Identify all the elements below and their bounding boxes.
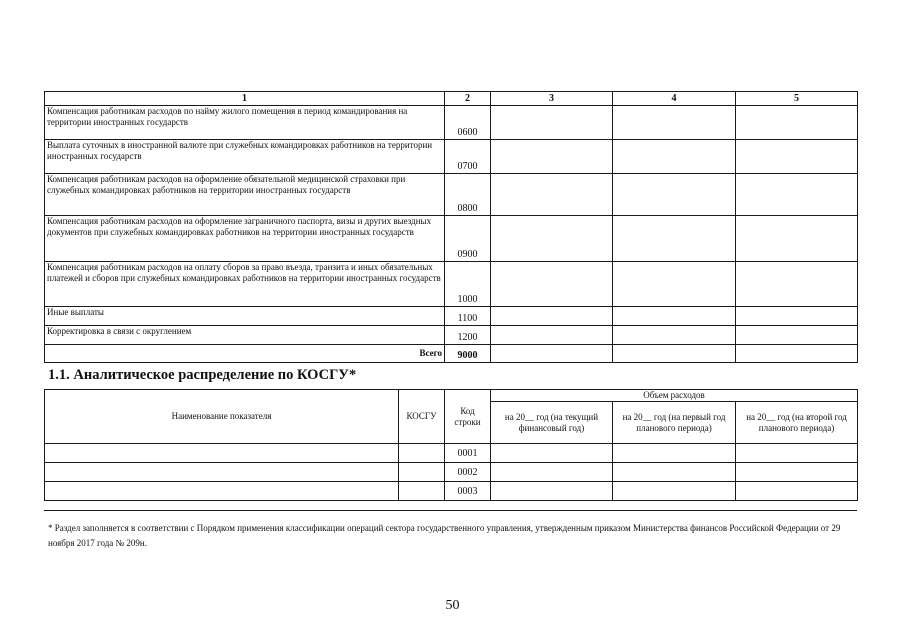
value-cell[interactable]: [736, 262, 858, 307]
value-cell[interactable]: [613, 307, 736, 326]
value-cell[interactable]: [736, 216, 858, 262]
table-row: [45, 463, 858, 482]
column-number: 2: [445, 92, 491, 106]
row-code: 0800: [445, 174, 491, 216]
row-name: Иные выплаты: [45, 307, 445, 326]
value-cell[interactable]: [613, 216, 736, 262]
row-code: 0600: [445, 106, 491, 140]
line-code: 0003: [445, 482, 491, 501]
value-cell[interactable]: [736, 482, 858, 501]
column-number: 5: [736, 92, 858, 106]
period-header-current: на 20__ год (на текущий финансовый год): [491, 402, 613, 444]
value-cell[interactable]: [491, 463, 613, 482]
value-cell[interactable]: [613, 106, 736, 140]
value-cell[interactable]: [491, 106, 613, 140]
row-code: 0700: [445, 140, 491, 174]
value-cell[interactable]: [613, 345, 736, 363]
row-name: Компенсация работникам расходов на оформление обязательной медицинской страховки при служебных командировках работников на территории иностранных государств: [45, 174, 445, 216]
row-name: Компенсация работникам расходов на оформление заграничного паспорта, визы и других выездных документов при служебных командировках работников на территории иностранных государств: [45, 216, 445, 262]
value-cell[interactable]: [613, 326, 736, 345]
value-cell[interactable]: [613, 140, 736, 174]
row-name: Выплата суточных в иностранной валюте при служебных командировках работников на территории иностранных государств: [45, 140, 445, 174]
indicator-name-cell[interactable]: [45, 482, 399, 501]
column-number-row: [45, 92, 858, 106]
indicator-name-header: Наименование показателя: [45, 390, 399, 444]
value-cell[interactable]: [491, 216, 613, 262]
value-cell[interactable]: [613, 482, 736, 501]
table-row: [45, 482, 858, 501]
value-cell[interactable]: [491, 140, 613, 174]
row-code: 1000: [445, 262, 491, 307]
column-number: 4: [613, 92, 736, 106]
value-cell[interactable]: [736, 174, 858, 216]
section-title: 1.1. Аналитическое распределение по КОСГУ*: [48, 367, 357, 383]
value-cell[interactable]: [613, 463, 736, 482]
value-cell[interactable]: [491, 174, 613, 216]
total-code: 9000: [445, 345, 491, 363]
expenses-table: [44, 91, 858, 363]
value-cell[interactable]: [736, 307, 858, 326]
table-row: [45, 307, 858, 326]
total-row: [45, 345, 858, 363]
line-code: 0001: [445, 444, 491, 463]
row-code: 1200: [445, 326, 491, 345]
period-header-first: на 20__ год (на первый год планового периода): [613, 402, 736, 444]
table-row: [45, 216, 858, 262]
kosgu-cell[interactable]: [399, 444, 445, 463]
kosgu-header: КОСГУ: [399, 390, 445, 444]
page-number: 50: [445, 598, 460, 613]
line-code-header: Код строки: [445, 390, 491, 444]
value-cell[interactable]: [491, 307, 613, 326]
line-code: 0002: [445, 463, 491, 482]
table-row: [45, 140, 858, 174]
footnote-divider: [44, 510, 857, 511]
value-cell[interactable]: [613, 444, 736, 463]
value-cell[interactable]: [736, 463, 858, 482]
column-number: 1: [45, 92, 445, 106]
value-cell[interactable]: [491, 326, 613, 345]
indicator-name-cell[interactable]: [45, 463, 399, 482]
total-label: Всего: [45, 345, 445, 363]
table-row: [45, 444, 858, 463]
value-cell[interactable]: [613, 174, 736, 216]
table-row: [45, 262, 858, 307]
value-cell[interactable]: [736, 345, 858, 363]
value-cell[interactable]: [491, 345, 613, 363]
header-row: [45, 390, 858, 402]
row-name: Корректировка в связи с округлением: [45, 326, 445, 345]
value-cell[interactable]: [491, 262, 613, 307]
value-cell[interactable]: [736, 106, 858, 140]
value-cell[interactable]: [736, 444, 858, 463]
row-code: 0900: [445, 216, 491, 262]
row-name: Компенсация работникам расходов на оплату сборов за право въезда, транзита и иных обязательных платежей и сборов при служебных командировках работников на территории иностранных государств: [45, 262, 445, 307]
kosgu-table: [44, 389, 858, 501]
value-cell[interactable]: [613, 262, 736, 307]
value-cell[interactable]: [736, 140, 858, 174]
period-header-second: на 20__ год (на второй год планового периода): [736, 402, 858, 444]
table-row: [45, 326, 858, 345]
row-code: 1100: [445, 307, 491, 326]
expenses-volume-header: Объем расходов: [491, 390, 858, 402]
table-row: [45, 106, 858, 140]
kosgu-cell[interactable]: [399, 463, 445, 482]
value-cell[interactable]: [491, 444, 613, 463]
indicator-name-cell[interactable]: [45, 444, 399, 463]
value-cell[interactable]: [736, 326, 858, 345]
value-cell[interactable]: [491, 482, 613, 501]
row-name: Компенсация работникам расходов по найму жилого помещения в период командирования на территории иностранных государств: [45, 106, 445, 140]
kosgu-cell[interactable]: [399, 482, 445, 501]
table-row: [45, 174, 858, 216]
footnote: * Раздел заполняется в соответствии с Порядком применения классификации операций сектора государственного управления, утвержденным приказом Министерства финансов Российской Федерации от 29 ноября 2017 года № 209н.: [48, 523, 841, 548]
column-number: 3: [491, 92, 613, 106]
